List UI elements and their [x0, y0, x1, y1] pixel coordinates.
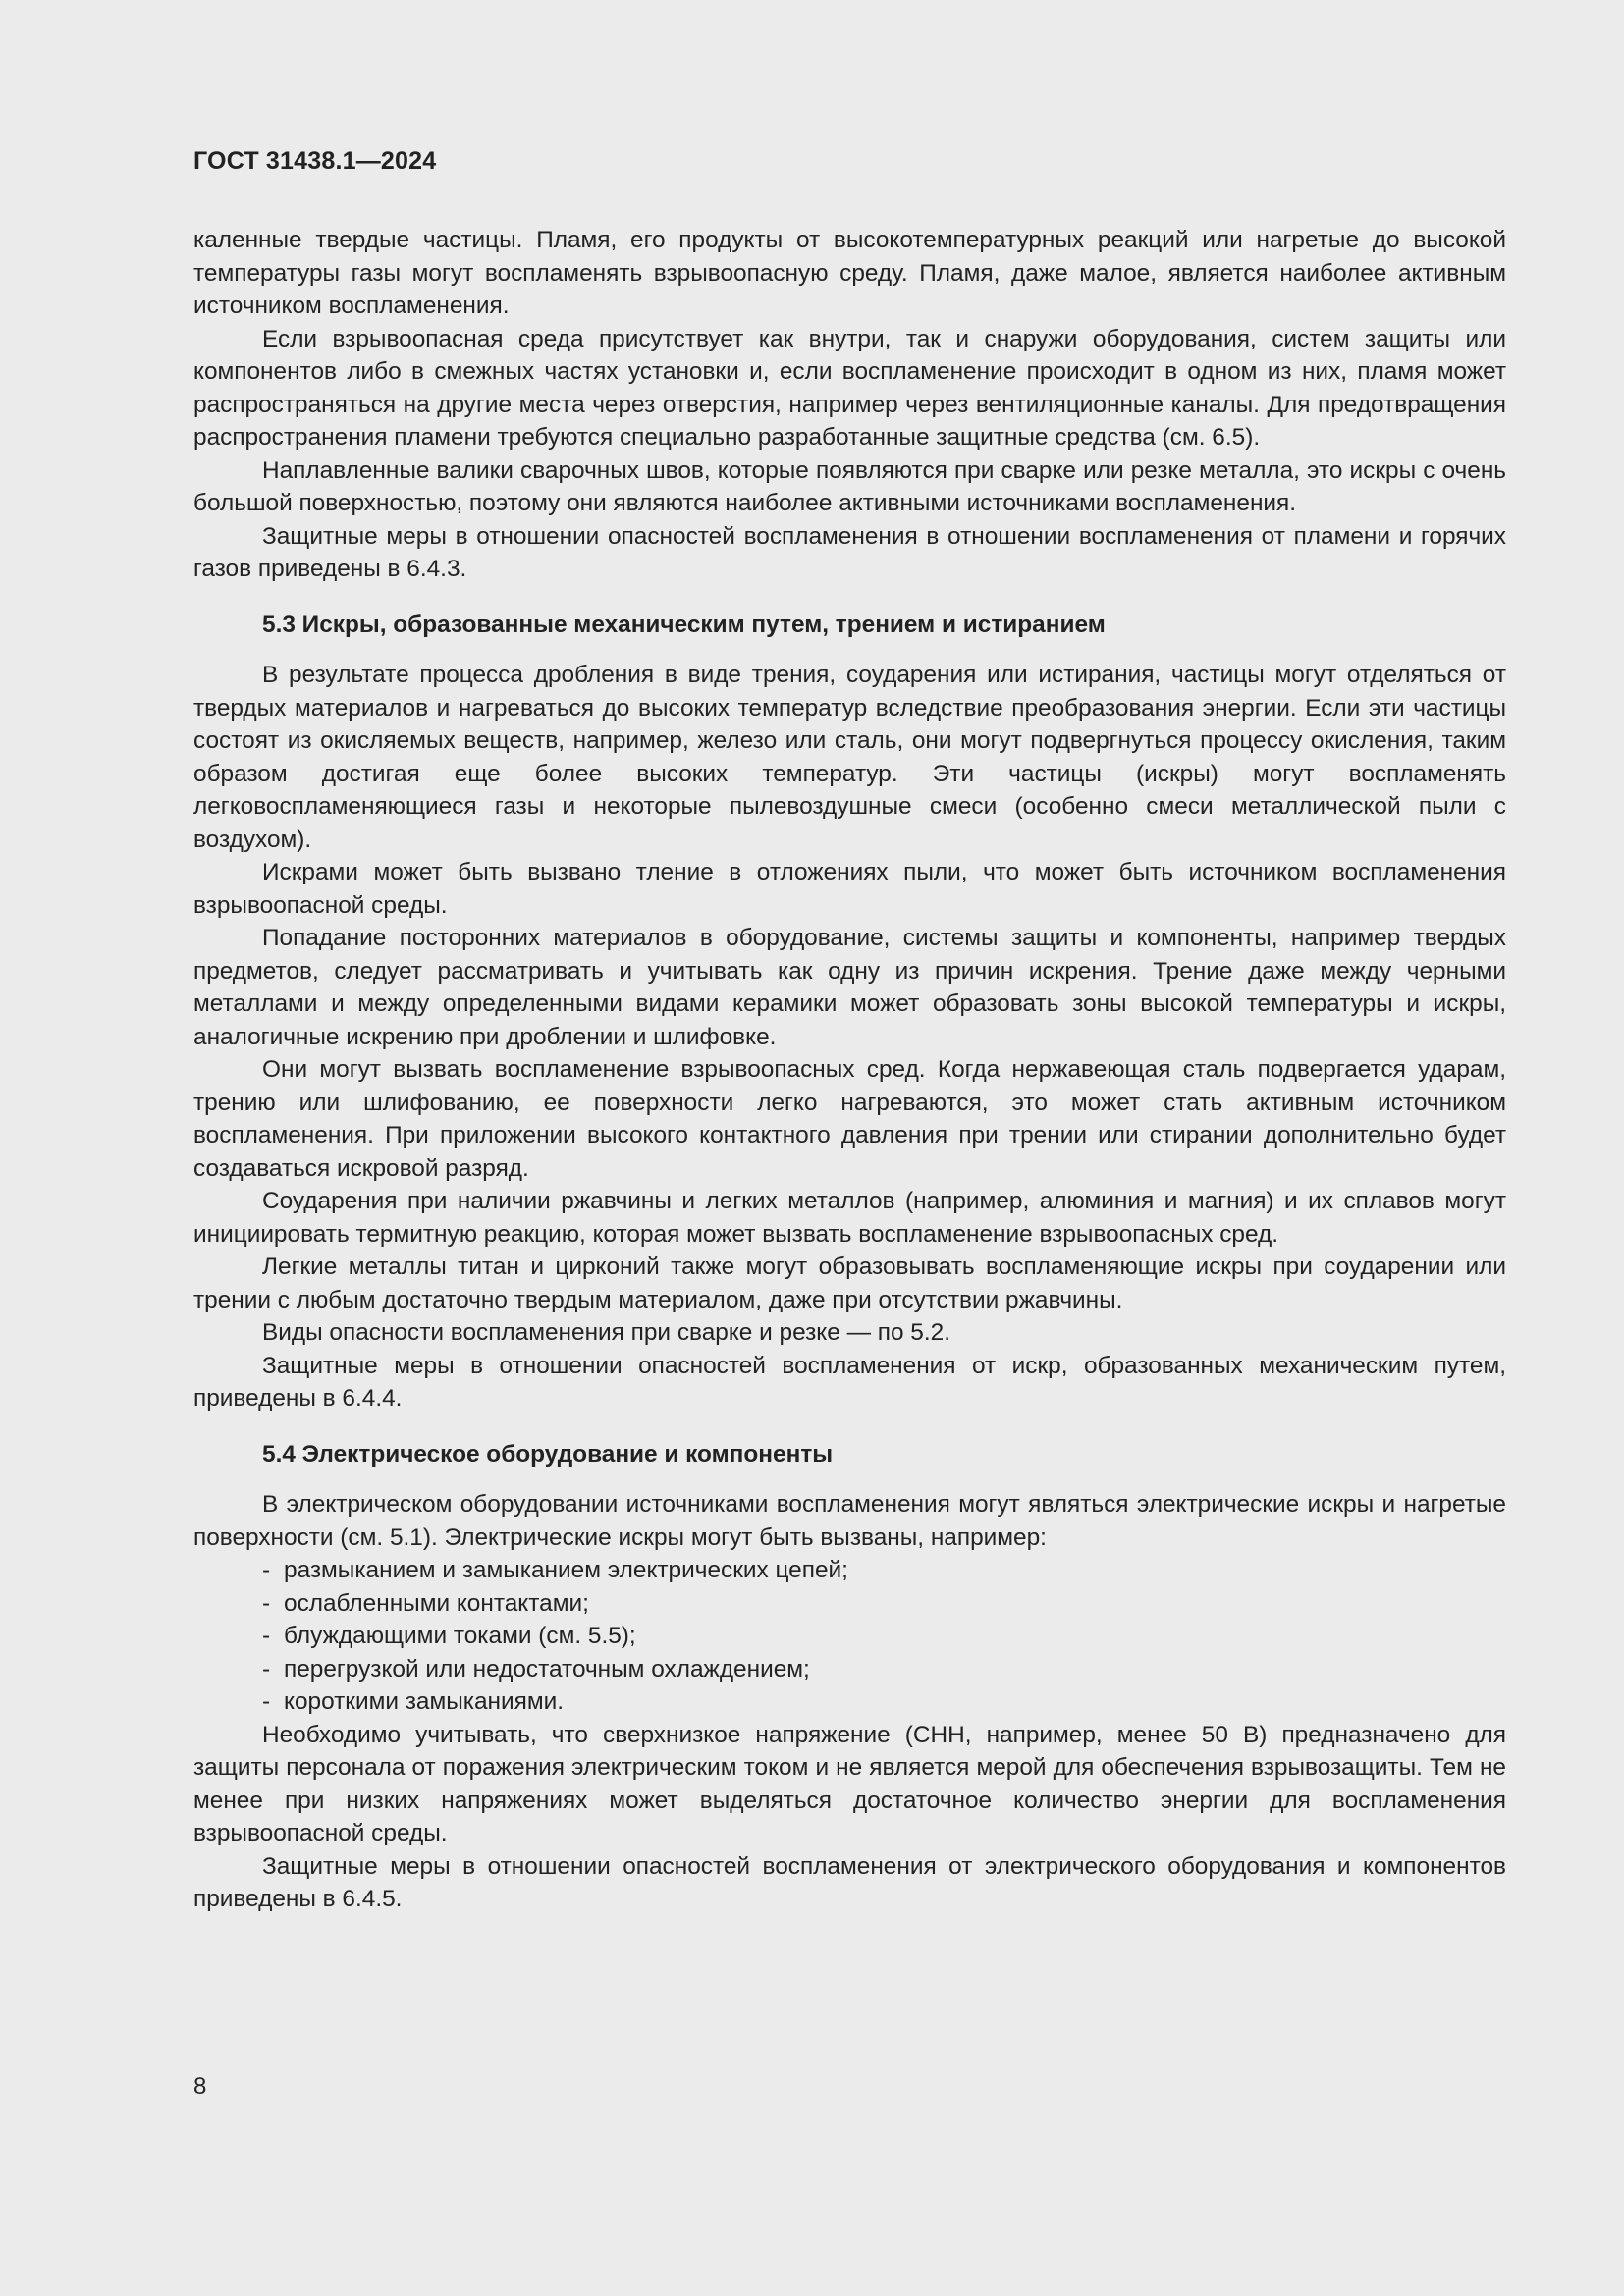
list-item — [262, 1620, 1506, 1653]
list-marker: - — [262, 1589, 271, 1617]
document-id-header: ГОСТ 31438.1—2024 — [193, 147, 437, 175]
list-item-text: размыканием и замыканием электрических цепей; — [284, 1557, 848, 1583]
paragraph: Попадание посторонних материалов в оборудование, системы защиты и компоненты, например твердых предметов, следует рассматривать и учитывать как одну из причин искрения. Трение даже между черными металлами и между определенными видами керамики может образовать зоны высокой температуры и искры, аналогичные искрению при дроблении и шлифовке. — [193, 925, 1506, 1050]
list-item-text: короткими замыканиями. — [284, 1688, 565, 1715]
list-item-text: перегрузкой или недостаточным охлаждением; — [284, 1655, 810, 1682]
paragraph: Искрами может быть вызвано тление в отложениях пыли, что может быть источником воспламенения взрывоопасной среды. — [193, 859, 1506, 919]
section-heading-5-4: 5.4 Электрическое оборудование и компоненты — [262, 1440, 834, 1468]
paragraph: Виды опасности воспламенения при сварке и резке — по 5.2. — [262, 1319, 950, 1346]
ignition-causes-list — [193, 1554, 1506, 1719]
list-item — [262, 1685, 1506, 1719]
paragraph: Защитные меры в отношении опасностей воспламенения в отношении воспламенения от пламени и горячих газов приведены в 6.4.3. — [193, 522, 1506, 582]
list-marker: - — [262, 1557, 271, 1583]
list-marker: - — [262, 1688, 271, 1715]
paragraph: Соударения при наличии ржавчины и легких металлов (например, алюминия и магния) и их сплавов могут инициировать термитную реакцию, которая может вызвать воспламенение взрывоопасных сред. — [193, 1188, 1506, 1248]
list-item-text: ослабленными контактами; — [284, 1589, 589, 1617]
page-number: 8 — [193, 2073, 207, 2100]
list-marker: - — [262, 1655, 271, 1682]
paragraph: Если взрывоопасная среда присутствует как внутри, так и снаружи оборудования, систем защиты или компонентов либо в смежных частях установки и, если воспламенение происходит в одном из них, пламя может распространяться на другие места через отверстия, например через вентиляционные каналы. Для предотвращения распространения пламени требуются специально разработанные защитные средства (см. 6.5). — [193, 325, 1506, 451]
paragraph: Наплавленные валики сварочных швов, которые появляются при сварке или резке металла, это искры с очень большой поверхностью, поэтому они являются наиболее активными источниками воспламенения. — [193, 456, 1506, 516]
list-item — [262, 1653, 1506, 1686]
paragraph: Легкие металлы титан и цирконий также могут образовывать воспламеняющие искры при соударении или трении с любым достаточно твердым материалом, даже при отсутствии ржавчины. — [193, 1254, 1506, 1313]
list-item — [262, 1587, 1506, 1621]
paragraph: Защитные меры в отношении опасностей воспламенения от электрического оборудования и компонентов приведены в 6.4.5. — [193, 1852, 1506, 1912]
list-item — [262, 1554, 1506, 1587]
paragraph: Они могут вызвать воспламенение взрывоопасных сред. Когда нержавеющая сталь подвергается ударам, трению или шлифованию, ее поверхности легко нагреваются, это может стать активным источником воспламенения. При приложении высокого контактного давления при трении или стирании дополнительно будет создаваться искровой разряд. — [193, 1056, 1506, 1182]
section-heading-5-3: 5.3 Искры, образованные механическим путем, трением и истиранием — [262, 611, 1106, 638]
paragraph: В результате процесса дробления в виде трения, соударения или истирания, частицы могут отделяться от твердых материалов и нагреваться до высоких температур вследствие преобразования энергии. Если эти частицы состоят из окисляемых веществ, например, железо или сталь, они могут подвергнуться процессу окисления, таким образом достигая еще более высоких температур. Эти частицы (искры) могут воспламенять легковоспламеняющиеся газы и некоторые пылевоздушные смеси (особенно смеси металлической пыли с воздухом). — [193, 662, 1506, 853]
document-body — [193, 224, 1506, 1916]
paragraph: Защитные меры в отношении опасностей воспламенения от искр, образованных механическим путем, приведены в 6.4.4. — [193, 1352, 1506, 1412]
paragraph: Необходимо учитывать, что сверхнизкое напряжение (СНН, например, менее 50 В) предназначено для защиты персонала от поражения электрическим током и не является мерой для обеспечения взрывозащиты. Тем не менее при низких напряжениях может выделяться достаточное количество энергии для воспламенения взрывоопасной среды. — [193, 1721, 1506, 1846]
paragraph: В электрическом оборудовании источниками воспламенения могут являться электрические искры и нагретые поверхности (см. 5.1). Электрические искры могут быть вызваны, например: — [193, 1491, 1506, 1551]
list-item-text: блуждающими токами (см. 5.5); — [284, 1623, 636, 1649]
paragraph: каленные твердые частицы. Пламя, его продукты от высокотемпературных реакций или нагретые до высокой температуры газы могут воспламенять взрывоопасную среду. Пламя, даже малое, является наиболее активным источником воспламенения. — [193, 227, 1506, 319]
list-marker: - — [262, 1623, 271, 1649]
